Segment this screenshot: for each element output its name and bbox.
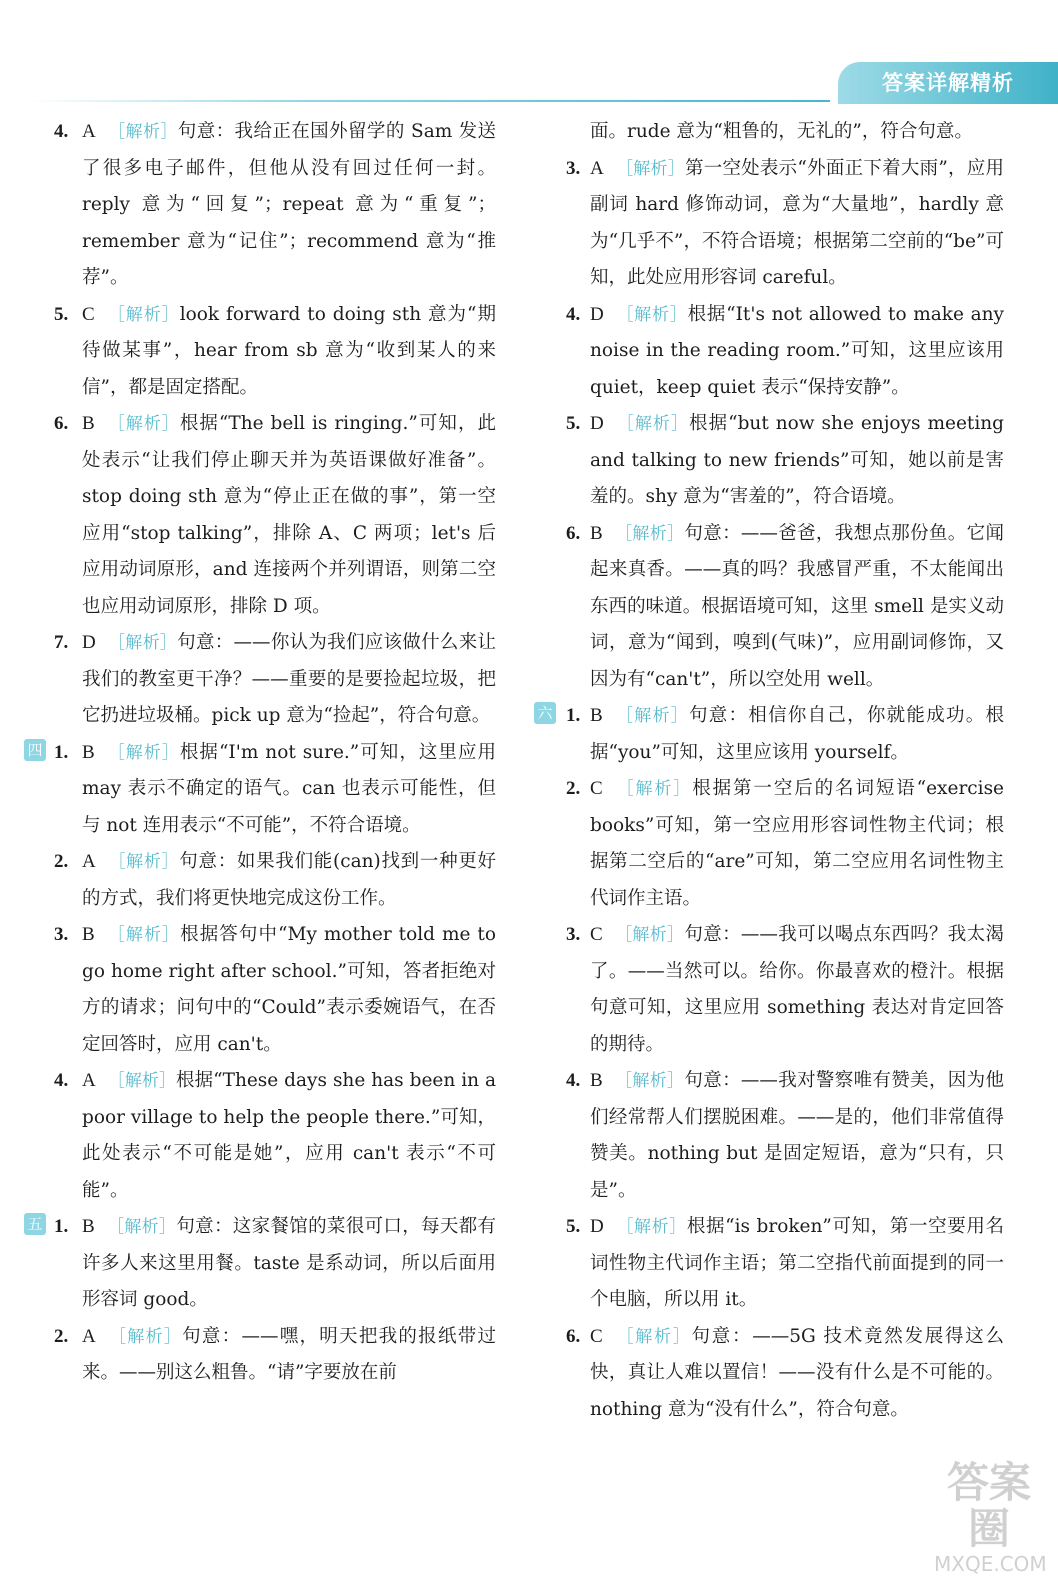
answer-letter: D xyxy=(590,303,604,325)
question-number: 4. xyxy=(54,121,69,142)
answer-letter: C xyxy=(590,778,603,799)
watermark-url: MXQE.COM xyxy=(934,1552,1047,1576)
answer-item xyxy=(36,917,496,1063)
question-number: 3. xyxy=(54,924,69,945)
analysis-tag: ［解析］ xyxy=(614,1071,685,1091)
analysis-tag: ［解析］ xyxy=(106,414,180,434)
watermark-logo xyxy=(934,1458,1047,1576)
answer-letter: A xyxy=(82,851,96,872)
answer-item xyxy=(36,735,496,845)
analysis-tag: ［解析］ xyxy=(106,742,180,763)
question-group xyxy=(537,698,1005,1428)
analysis-tag: ［解析］ xyxy=(614,1326,692,1347)
answer-item xyxy=(36,625,496,735)
question-number: 6. xyxy=(566,1325,581,1347)
question-number: 1. xyxy=(54,741,69,763)
answer-letter: C xyxy=(590,1325,603,1347)
analysis-tag: ［解析］ xyxy=(107,852,180,872)
answer-letter: B xyxy=(82,1216,95,1237)
answer-item xyxy=(540,114,1004,151)
question-number: 5. xyxy=(566,1216,581,1237)
answer-letter: B xyxy=(82,741,95,763)
analysis-tag: ［解析］ xyxy=(107,1071,177,1091)
question-number: 4. xyxy=(566,303,581,325)
analysis-tag: ［解析］ xyxy=(106,925,181,945)
answer-item xyxy=(540,1063,1004,1209)
answer-letter: C xyxy=(590,924,603,945)
analysis-tag: ［解析］ xyxy=(106,304,180,325)
analysis-tag: ［解析］ xyxy=(107,633,178,653)
analysis-tag: ［解析］ xyxy=(614,925,685,945)
explanation-text: 根据“These days she has been in a poor village to help the people there.”可知，此处表示“不可能是她”，应用 can't 表示“不可能”。 xyxy=(82,1070,497,1201)
answer-letter: B xyxy=(82,413,95,434)
explanation-text: 句意：我给正在国外留学的 Sam 发送了很多电子邮件，但他从没有回过任何一封。reply 意为“回复”；repeat 意为“重复”；remember 意为“记住”；recommend 意为“推荐”。 xyxy=(82,121,496,288)
analysis-tag: ［解析］ xyxy=(615,158,685,179)
question-number: 1. xyxy=(566,705,581,726)
explanation-text: 面。rude 意为“粗鲁的，无礼的”，符合句意。 xyxy=(590,121,973,142)
answer-item xyxy=(36,1209,496,1319)
answer-letter: B xyxy=(590,522,603,544)
explanation-text: 根据“is broken”可知，第一空要用名词性物主代词作主语；第二空指代前面提到的同一个电脑，所以用 it。 xyxy=(590,1216,1005,1310)
answer-item xyxy=(540,151,1004,297)
explanation-text: 句意：——爸爸，我想点那份鱼。它闻起来真香。——真的吗？我感冒严重，不太能闻出东西的味道。根据语境可知，这里 smell 是实义动词，意为“闻到，嗅到(气味)”，应用副词修饰，又因为有“can't”，所以空处用 well。 xyxy=(590,522,1004,690)
answer-letter: A xyxy=(590,157,604,179)
answer-item xyxy=(540,1209,1004,1319)
explanation-text: 句意：——5G 技术竟然发展得这么快，真让人难以置信！——没有什么是不可能的。nothing 意为“没有什么”，符合句意。 xyxy=(590,1325,1005,1420)
answer-letter: B xyxy=(82,924,95,945)
answer-letter: C xyxy=(82,303,95,325)
right-column xyxy=(537,114,1005,1428)
question-number: 2. xyxy=(54,851,69,872)
analysis-tag: ［解析］ xyxy=(614,523,685,544)
left-column xyxy=(27,114,497,1392)
question-number: 5. xyxy=(54,303,69,325)
explanation-text: 句意：——我可以喝点东西吗？我太渴了。——当然可以。给你。你最喜欢的橙汁。根据句意可知，这里应用 something 表达对肯定回答的期待。 xyxy=(590,924,1004,1055)
question-group xyxy=(27,1209,496,1392)
answer-letter: D xyxy=(82,632,96,653)
question-group xyxy=(27,735,497,1210)
question-number: 6. xyxy=(566,522,581,544)
explanation-text: 句意：——我对警察唯有赞美，因为他们经常帮人们摆脱困难。——是的，他们非常值得赞美。nothing but 是固定短语，意为“只有，只是”。 xyxy=(590,1070,1004,1201)
analysis-tag: ［解析］ xyxy=(615,1217,687,1237)
answer-letter: A xyxy=(82,1325,96,1347)
question-number: 4. xyxy=(566,1070,581,1091)
answer-letter: D xyxy=(590,1216,604,1237)
question-number: 1. xyxy=(54,1216,69,1237)
answer-item xyxy=(540,698,1004,771)
question-number: 7. xyxy=(54,632,69,653)
answer-item xyxy=(36,1319,496,1392)
analysis-tag: ［解析］ xyxy=(614,779,693,799)
question-number: 3. xyxy=(566,924,581,945)
question-number: 6. xyxy=(54,413,69,434)
explanation-text: 句意：——嘿，明天把我的报纸带过来。——别这么粗鲁。“请”字要放在前 xyxy=(82,1325,496,1383)
answer-item xyxy=(36,297,496,407)
explanation-text: 根据“It's not allowed to make any noise in the reading room.”可知，这里应该用 quiet，keep quiet 表示“保持安静”。 xyxy=(590,303,1005,398)
question-number: 2. xyxy=(54,1325,69,1347)
explanation-text: 句意：这家餐馆的菜很可口，每天都有许多人来这里用餐。taste 是系动词，所以后面用形容词 good。 xyxy=(82,1216,496,1310)
analysis-tag: ［解析］ xyxy=(614,706,690,726)
explanation-text: 第一空处表示“外面正下着大雨”，应用副词 hard 修饰动词，意为“大量地”，hardly 意为“几乎不”，不符合语境；根据第二空前的“be”可知，此处应用形容词 careful。 xyxy=(590,157,1004,288)
question-number: 5. xyxy=(566,413,581,434)
answer-item xyxy=(540,516,1004,699)
question-number: 4. xyxy=(54,1070,69,1091)
question-group xyxy=(36,114,496,735)
answer-letter: A xyxy=(82,1070,96,1091)
question-number: 2. xyxy=(566,778,581,799)
answer-item xyxy=(540,406,1004,516)
analysis-tag: ［解析］ xyxy=(615,414,690,434)
answer-letter: A xyxy=(82,121,96,142)
answer-item xyxy=(36,844,496,917)
explanation-text: 句意：——你认为我们应该做什么来让我们的教室更干净？——重要的是要捡起垃圾，把它扔进垃圾桶。pick up 意为“捡起”，符合句意。 xyxy=(82,632,496,726)
section-marker: 六 xyxy=(534,702,556,724)
header-divider xyxy=(30,100,830,102)
explanation-text: 根据答句中“My mother told me to go home right after school.”可知，答者拒绝对方的请求；问句中的“Could”表示委婉语气，在否定回答时，应用 can't。 xyxy=(82,924,496,1055)
explanation-text: 根据“but now she enjoys meeting and talking to new friends”可知，她以前是害羞的。shy 意为“害羞的”，符合语境。 xyxy=(590,413,1004,507)
explanation-text: 根据“I'm not sure.”可知，这里应用 may 表示不确定的语气。can 也表示可能性，但与 not 连用表示“不可能”，不符合语境。 xyxy=(82,741,497,836)
answer-item xyxy=(540,771,1004,917)
analysis-tag: ［解析］ xyxy=(107,122,178,142)
answer-letter: D xyxy=(590,413,604,434)
explanation-text: 根据“The bell is ringing.”可知，此处表示“让我们停止聊天并为英语课做好准备”。stop doing sth 意为“停止正在做的事”，第一空应用“stop talking”，排除 A、C 两项；let's 后应用动词原形，and 连接两个并列谓语，则第二空也应用动词原形，排除 D 项。 xyxy=(82,413,496,617)
watermark-title: 答案圈 xyxy=(946,1458,1031,1553)
analysis-tag: ［解析］ xyxy=(615,304,688,325)
answer-letter: B xyxy=(590,1070,603,1091)
answer-item xyxy=(36,406,496,625)
explanation-text: 句意：如果我们能(can)找到一种更好的方式，我们将更快地完成这份工作。 xyxy=(82,851,496,909)
answer-item xyxy=(540,917,1004,1063)
answer-item xyxy=(36,114,496,297)
explanation-text: look forward to doing sth 意为“期待做某事”，hear from sb 意为“收到某人的来信”，都是固定搭配。 xyxy=(82,303,497,398)
explanation-text: 根据第一空后的名词短语“exercise books”可知，第一空应用形容词性物主代词；根据第二空后的“are”可知，第二空应用名词性物主代词作主语。 xyxy=(590,778,1005,909)
answer-item xyxy=(540,1319,1004,1429)
analysis-tag: ［解析］ xyxy=(107,1326,183,1347)
analysis-tag: ［解析］ xyxy=(106,1217,177,1237)
explanation-text: 句意：相信你自己，你就能成功。根据“you”可知，这里应该用 yourself。 xyxy=(590,705,1004,763)
section-tab: 答案详解精析 xyxy=(838,62,1058,104)
section-marker: 四 xyxy=(24,739,46,761)
question-number: 3. xyxy=(566,157,581,179)
section-marker: 五 xyxy=(24,1213,46,1235)
answer-item xyxy=(36,1063,496,1209)
question-group xyxy=(540,114,1004,698)
answer-letter: B xyxy=(590,705,603,726)
answer-item xyxy=(540,297,1004,407)
